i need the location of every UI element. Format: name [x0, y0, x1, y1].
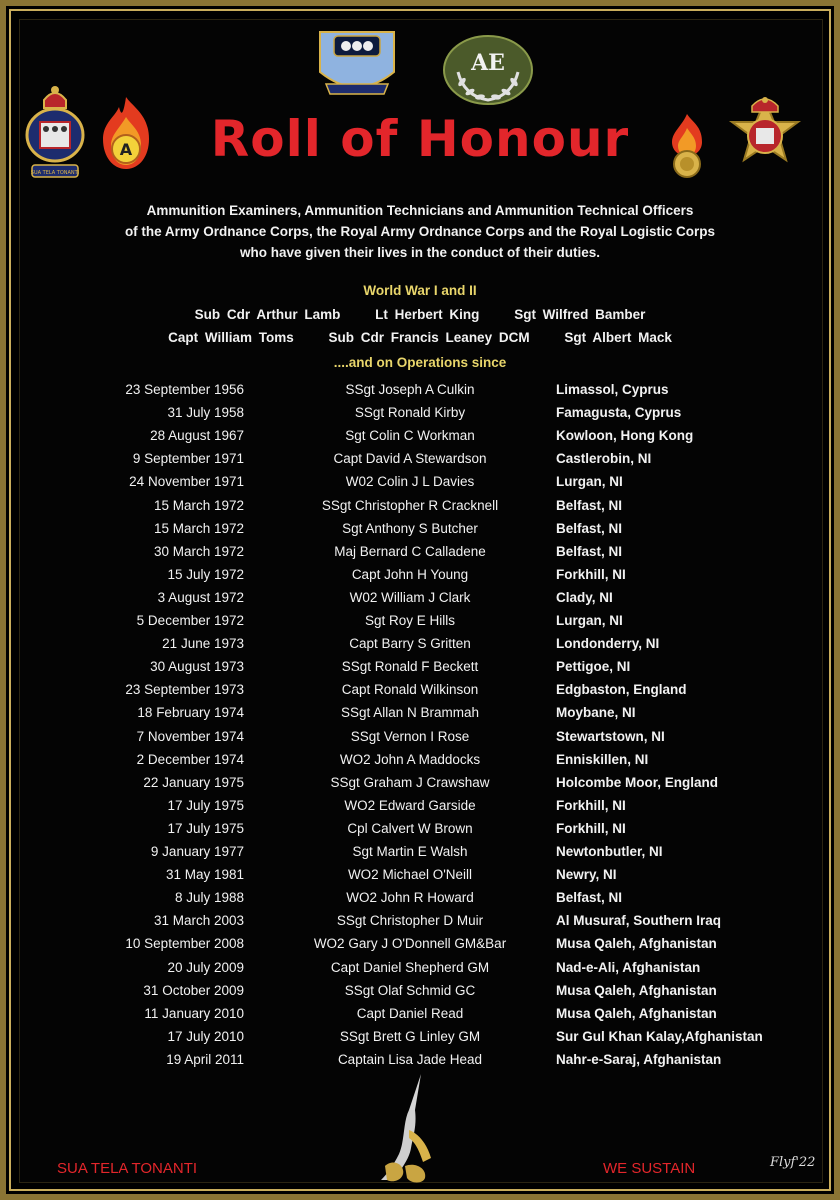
roll-row	[0, 983, 840, 1006]
world-wars-row-2	[0, 330, 840, 345]
roll-name: SSgt Brett G Linley GM	[339, 1028, 481, 1044]
roll-row	[0, 775, 840, 798]
roll-row	[0, 867, 840, 890]
roll-row	[0, 752, 840, 775]
motto-right: WE SUSTAIN	[603, 1160, 696, 1177]
roll-name: Sgt Roy E Hills	[364, 613, 456, 628]
roll-name: W02 William J Clark	[349, 589, 471, 605]
roll-place: Kowloon, Hong Kong	[556, 428, 694, 444]
roll-date: 19 April 2011	[166, 1051, 244, 1067]
roll-date: 30 March 1972	[153, 543, 244, 559]
ammunition-technician-badge-icon	[312, 28, 402, 104]
roll-row	[0, 798, 840, 821]
roll-row	[0, 705, 840, 728]
roll-name: SSgt Vernon I Rose	[350, 728, 470, 744]
roll-date: 15 March 1972	[153, 497, 244, 513]
roll-place: Forkhill, NI	[556, 820, 626, 836]
roll-name: Cpl Calvert W Brown	[347, 820, 473, 836]
badge-scroll-text: SUA TELA TONANTI	[30, 170, 80, 176]
roll-place: Musa Qaleh, Afghanistan	[556, 982, 717, 998]
roll-name: SSgt Graham J Crawshaw	[330, 774, 490, 790]
roll-name: SSgt Olaf Schmid GC	[344, 982, 476, 998]
svg-text:A: A	[119, 140, 133, 159]
roll-name: Capt Daniel Shepherd GM	[330, 959, 490, 975]
roll-date: 20 July 2009	[167, 959, 244, 975]
roll-row	[0, 936, 840, 959]
roll-place: Edgbaston, England	[556, 682, 687, 698]
roll-name: WO2 Michael O'Neill	[347, 867, 473, 883]
roll-date: 15 March 1972	[153, 520, 244, 536]
roll-place: Al Musuraf, Southern Iraq	[556, 913, 722, 929]
roll-date: 23 September 1973	[125, 682, 244, 698]
roll-place: Forkhill, NI	[556, 566, 626, 582]
roll-name: SSgt Joseph A Culkin	[345, 382, 475, 397]
roll-place: Belfast, NI	[556, 890, 623, 906]
ww-name: Sgt Wilfred Bamber	[514, 307, 646, 322]
roll-name: Sgt Anthony S Butcher	[342, 520, 478, 536]
roll-name: Capt Ronald Wilkinson	[341, 682, 479, 698]
roll-place: Pettigoe, NI	[556, 659, 631, 675]
ww-name: Lt Herbert King	[375, 307, 480, 322]
roll-row	[0, 960, 840, 983]
roll-date: 17 July 1975	[167, 797, 244, 813]
roll-date: 31 October 2009	[143, 982, 244, 998]
roll-name: WO2 Edward Garside	[344, 797, 476, 813]
roll-name: Capt John H Young	[351, 566, 469, 582]
roll-date: 9 January 1977	[150, 844, 244, 859]
motto-left: SUA TELA TONANTI	[57, 1160, 198, 1177]
ae-text: AE	[471, 50, 505, 76]
intro-line-3: who have given their lives in the conduct of their duties.	[239, 245, 601, 260]
roll-place: Musa Qaleh, Afghanistan	[556, 936, 717, 952]
roll-date: 11 January 2010	[144, 1005, 244, 1021]
roll-date: 17 July 2010	[167, 1028, 244, 1044]
roll-place: Famagusta, Cyprus	[556, 405, 682, 421]
roll-row	[0, 729, 840, 752]
roll-name: WO2 Gary J O'Donnell GM&Bar	[313, 936, 507, 952]
roll-row	[0, 451, 840, 474]
roll-row	[0, 521, 840, 544]
roll-place: Holcombe Moor, England	[556, 774, 719, 790]
roll-date: 28 August 1967	[150, 428, 244, 444]
roll-place: Lurgan, NI	[556, 474, 623, 490]
ae-wreath-icon	[440, 34, 536, 110]
roll-row	[0, 405, 840, 428]
intro-line-1: Ammunition Examiners, Ammunition Technicians and Ammunition Technical Officers	[146, 203, 694, 218]
roll-date: 17 July 1975	[167, 820, 244, 836]
roll-date: 7 November 1974	[136, 728, 244, 744]
roll-date: 31 March 2003	[153, 913, 244, 929]
roll-place: Lurgan, NI	[556, 613, 623, 628]
roll-row	[0, 890, 840, 913]
roll-row	[0, 474, 840, 497]
roll-date: 8 July 1988	[174, 890, 244, 906]
world-wars-row-1	[0, 307, 840, 322]
roll-name: SSgt Allan N Brammah	[340, 705, 480, 721]
roll-place: Nahr-e-Saraj, Afghanistan	[556, 1051, 722, 1067]
roll-name: WO2 John A Maddocks	[339, 751, 481, 767]
roll-place: Londonderry, NI	[556, 636, 660, 652]
roll-row	[0, 659, 840, 682]
roll-name: SSgt Ronald Kirby	[354, 405, 466, 421]
roll-place: Moybane, NI	[556, 705, 636, 721]
roll-row	[0, 613, 840, 636]
roll-date: 22 January 1975	[143, 774, 244, 790]
roll-name: W02 Colin J L Davies	[345, 474, 475, 490]
roll-date: 10 September 2008	[125, 936, 244, 952]
roll-row	[0, 636, 840, 659]
roll-place: Belfast, NI	[556, 497, 623, 513]
roll-place: Stewartstown, NI	[556, 728, 665, 744]
ww-name: Sgt Albert Mack	[564, 330, 672, 345]
roll-name: Sgt Colin C Workman	[345, 428, 475, 444]
roll-place: Clady, NI	[556, 589, 613, 605]
page-title: Roll of Honour	[210, 110, 630, 168]
roll-place: Sur Gul Khan Kalay,Afghanistan	[556, 1028, 763, 1044]
roll-row	[0, 1029, 840, 1052]
roll-place: Nad-e-Ali, Afghanistan	[556, 959, 701, 975]
intro-line-2: of the Army Ordnance Corps, the Royal Army Ordnance Corps and the Royal Logistic Corps	[124, 224, 716, 239]
ww-name: Capt William Toms	[168, 330, 294, 345]
roll-name: SSgt Christopher R Cracknell	[321, 497, 499, 513]
roll-name: Sgt Martin E Walsh	[352, 844, 468, 859]
roll-date: 5 December 1972	[136, 613, 244, 628]
roll-place: Castlerobin, NI	[556, 451, 652, 467]
roll-row	[0, 498, 840, 521]
roll-date: 23 September 1956	[125, 382, 244, 397]
roll-name: Capt Daniel Read	[356, 1005, 464, 1021]
ww-name: Sub Cdr Arthur Lamb	[194, 307, 341, 322]
roll-name: Maj Bernard C Calladene	[334, 543, 486, 559]
roll-place: Musa Qaleh, Afghanistan	[556, 1005, 717, 1021]
roll-place: Newtonbutler, NI	[556, 844, 663, 859]
roll-date: 21 June 1973	[162, 636, 244, 652]
roll-date: 30 August 1973	[150, 659, 244, 675]
roll-row	[0, 382, 840, 405]
artist-signature: Flyf'22	[770, 1155, 816, 1170]
roll-row	[0, 821, 840, 844]
roll-row	[0, 682, 840, 705]
roll-place: Forkhill, NI	[556, 797, 626, 813]
intro-text	[60, 200, 780, 263]
roll-name: Captain Lisa Jade Head	[337, 1051, 483, 1067]
roll-place: Newry, NI	[556, 867, 617, 883]
operations-heading: ....and on Operations since	[333, 355, 507, 370]
roll-date: 24 November 1971	[129, 474, 244, 490]
roll-date: 2 December 1974	[136, 751, 244, 767]
roll-place: Belfast, NI	[556, 543, 623, 559]
roll-date: 3 August 1972	[157, 589, 244, 605]
roll-row	[0, 913, 840, 936]
roll-name: Capt Barry S Gritten	[349, 636, 471, 652]
roll-row	[0, 844, 840, 867]
roll-row	[0, 428, 840, 451]
ww-name: Sub Cdr Francis Leaney DCM	[328, 330, 530, 345]
roll-place: Limassol, Cyprus	[556, 382, 669, 397]
world-wars-heading: World War I and II	[363, 283, 477, 298]
statue-emblem-icon	[365, 1070, 445, 1190]
roll-row	[0, 567, 840, 590]
roll-date: 31 July 1958	[167, 405, 244, 421]
roll-name: Capt David A Stewardson	[333, 451, 487, 467]
roll-place: Belfast, NI	[556, 520, 623, 536]
roll-row	[0, 590, 840, 613]
roll-name: WO2 John R Howard	[346, 890, 474, 906]
roll-row	[0, 544, 840, 567]
roll-date: 9 September 1971	[132, 451, 244, 467]
roll-row	[0, 1006, 840, 1029]
roll-place: Enniskillen, NI	[556, 751, 649, 767]
roll-name: SSgt Christopher D Muir	[336, 913, 484, 929]
roll-name: SSgt Ronald F Beckett	[341, 659, 479, 675]
roll-date: 31 May 1981	[165, 867, 244, 883]
roll-date: 18 February 1974	[137, 705, 244, 721]
roll-date: 15 July 1972	[167, 566, 244, 582]
